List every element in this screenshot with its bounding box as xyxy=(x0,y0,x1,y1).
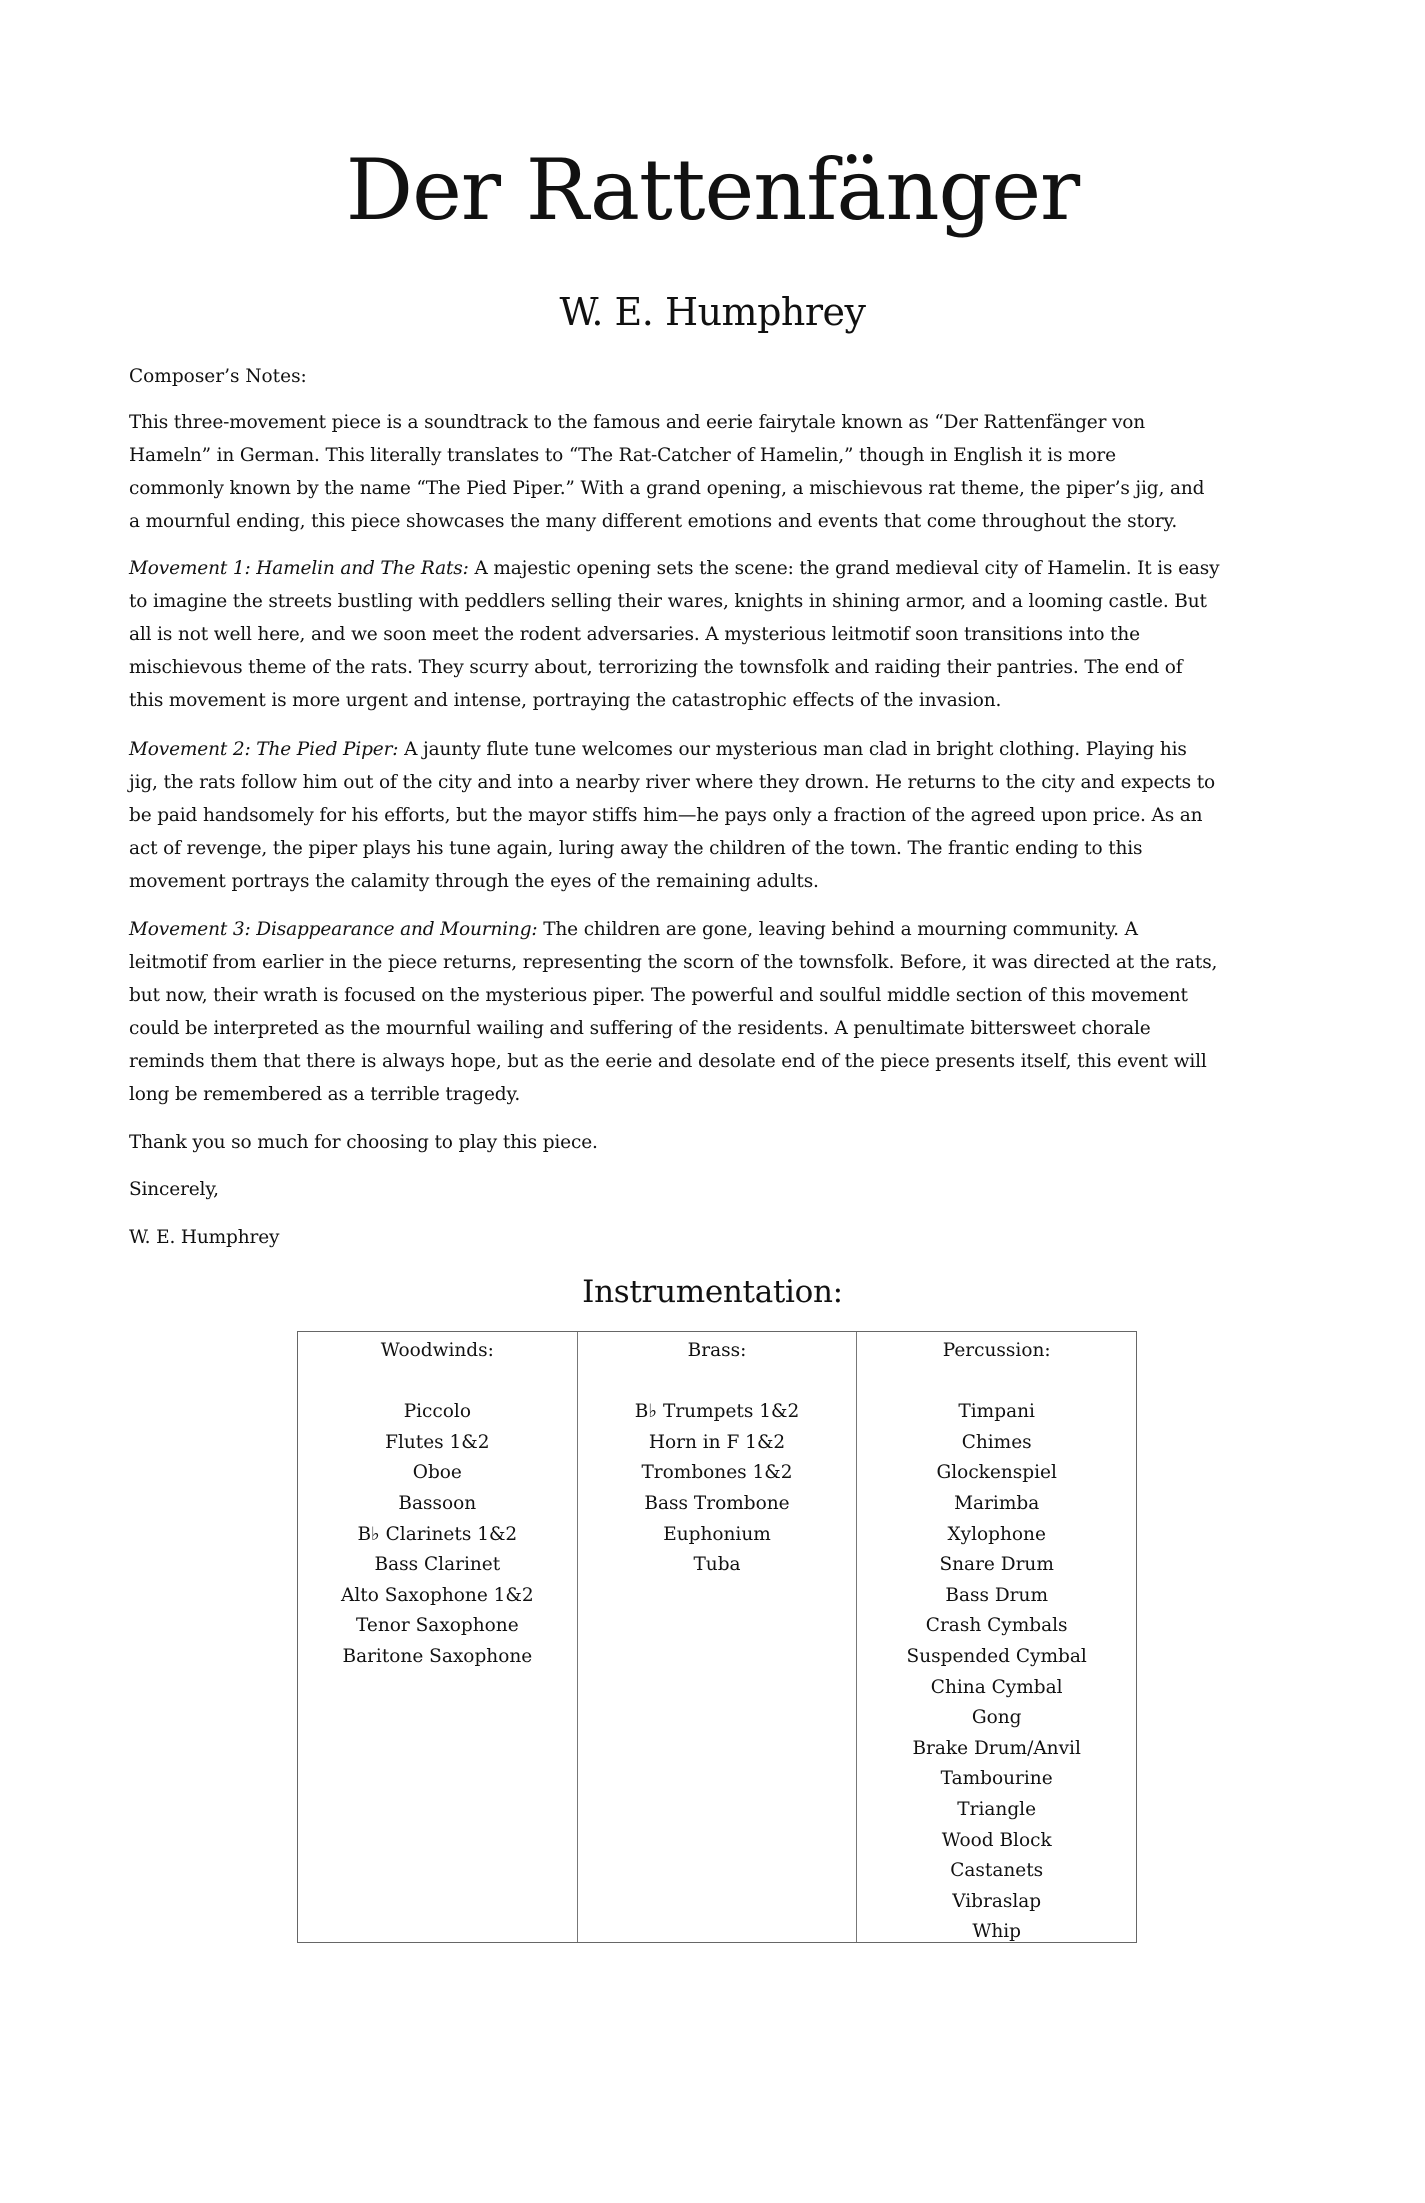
paragraph-line: but now, their wrath is focused on the mysterious piper. The powerful and soulful middle section of this movement xyxy=(129,985,1188,1006)
instrument-item: B♭ Trumpets 1&2 xyxy=(634,1401,800,1423)
instrument-item: Chimes xyxy=(961,1431,1032,1453)
instrument-item: Tuba xyxy=(693,1554,741,1576)
instrument-item: Bass Clarinet xyxy=(374,1554,501,1576)
paragraph-line: commonly known by the name “The Pied Piper.” With a grand opening, a mischievous rat theme, the piper’s jig, and xyxy=(129,478,1205,499)
intro-paragraph xyxy=(129,406,1319,538)
movement-3-paragraph xyxy=(129,913,1319,1111)
paragraph-text: A jaunty flute tune welcomes our mysterious man clad in bright clothing. Playing his xyxy=(398,739,1187,760)
page-title: Der Rattenfänger xyxy=(345,141,1080,239)
instrumentation-table xyxy=(297,1331,1137,1943)
instrument-item: Xylophone xyxy=(947,1523,1046,1545)
instrument-item: Gong xyxy=(971,1707,1022,1729)
column-header: Woodwinds: xyxy=(380,1340,494,1361)
instrument-item: Tambourine xyxy=(940,1768,1053,1790)
instrument-item: Crash Cymbals xyxy=(925,1615,1068,1637)
column-header: Brass: xyxy=(687,1340,747,1361)
paragraph-line: This three-movement piece is a soundtrack to the famous and eerie fairytale known as “Der Rattenfänger von xyxy=(129,412,1146,433)
paragraph-line: to imagine the streets bustling with peddlers selling their wares, knights in shining armor, and a looming castle. But xyxy=(129,591,1207,612)
instrument-item: Brake Drum/Anvil xyxy=(912,1737,1081,1759)
instrument-item: Horn in F 1&2 xyxy=(648,1431,786,1453)
paragraph-line: all is not well here, and we soon meet the rodent adversaries. A mysterious leitmotif soon transitions into the xyxy=(129,624,1140,645)
paragraph-line: be paid handsomely for his efforts, but the mayor stiffs him—he pays only a fraction of the agreed upon price. As an xyxy=(129,805,1203,826)
instrument-item: Castanets xyxy=(950,1860,1044,1882)
brass-column xyxy=(578,1332,858,1942)
instrument-item: Whip xyxy=(972,1921,1022,1943)
instrument-item: Marimba xyxy=(954,1492,1040,1514)
instrument-item: Wood Block xyxy=(941,1829,1052,1851)
paragraph-line xyxy=(129,913,1319,946)
signature-line: W. E. Humphrey xyxy=(129,1227,280,1248)
paragraph-line: mischievous theme of the rats. They scurry about, terrorizing the townsfolk and raiding their pantries. The end of xyxy=(129,657,1183,678)
instrument-item: Piccolo xyxy=(403,1401,471,1423)
paragraph-text: The children are gone, leaving behind a mourning community. A xyxy=(537,919,1138,940)
percussion-column xyxy=(857,1332,1136,1942)
instrument-item: Snare Drum xyxy=(939,1554,1054,1576)
column-header: Percussion: xyxy=(942,1340,1051,1361)
composers-notes-label: Composer’s Notes: xyxy=(129,366,307,387)
instrument-item: Glockenspiel xyxy=(936,1462,1057,1484)
instrument-item: Tenor Saxophone xyxy=(356,1615,519,1637)
paragraph-line: a mournful ending, this piece showcases the many different emotions and events that come throughout the story. xyxy=(129,511,1178,532)
instrument-item: Timpani xyxy=(958,1401,1035,1423)
movement-2-heading: Movement 2: The Pied Piper: xyxy=(129,739,399,760)
paragraph-line: reminds them that there is always hope, but as the eerie and desolate end of the piece presents itself, this event will xyxy=(129,1051,1207,1072)
instrumentation-heading: Instrumentation: xyxy=(582,1274,843,1310)
instrument-item: Flutes 1&2 xyxy=(385,1431,490,1453)
paragraph-line: movement portrays the calamity through the eyes of the remaining adults. xyxy=(129,871,819,892)
composer-name: W. E. Humphrey xyxy=(559,290,866,334)
paragraph-line: act of revenge, the piper plays his tune again, luring away the children of the town. The frantic ending to this xyxy=(129,838,1143,859)
instrument-item: Oboe xyxy=(412,1462,462,1484)
paragraph-line: leitmotif from earlier in the piece returns, representing the scorn of the townsfolk. Before, it was directed at the rats, xyxy=(129,952,1218,973)
instrument-item: Alto Saxophone 1&2 xyxy=(341,1584,534,1606)
instrument-item: Bass Trombone xyxy=(644,1492,790,1514)
movement-3-heading: Movement 3: Disappearance and Mourning: xyxy=(129,919,538,940)
paragraph-line xyxy=(129,733,1319,766)
movement-1-heading: Movement 1: Hamelin and The Rats: xyxy=(129,558,469,579)
instrument-item: Trombones 1&2 xyxy=(641,1462,793,1484)
paragraph-line: long be remembered as a terrible tragedy. xyxy=(129,1084,521,1105)
paragraph-line xyxy=(129,552,1319,585)
paragraph-line: jig, the rats follow him out of the city and into a nearby river where they drown. He returns to the city and expects to xyxy=(129,772,1215,793)
instrument-item: Vibraslap xyxy=(952,1890,1042,1912)
instrument-item: Suspended Cymbal xyxy=(906,1645,1087,1667)
instrument-item: Baritone Saxophone xyxy=(342,1645,533,1667)
instrument-item: China Cymbal xyxy=(930,1676,1063,1698)
instrument-item: Bassoon xyxy=(398,1492,477,1514)
instrument-item: B♭ Clarinets 1&2 xyxy=(357,1523,518,1545)
woodwinds-column xyxy=(298,1332,578,1942)
paragraph-text: A majestic opening sets the scene: the grand medieval city of Hamelin. It is easy xyxy=(468,558,1220,579)
closing-line: Sincerely, xyxy=(129,1179,219,1200)
movement-2-paragraph xyxy=(129,733,1319,898)
paragraph-line: could be interpreted as the mournful wailing and suffering of the residents. A penultimate bittersweet chorale xyxy=(129,1018,1151,1039)
movement-1-paragraph xyxy=(129,552,1319,717)
paragraph-line: this movement is more urgent and intense, portraying the catastrophic effects of the invasion. xyxy=(129,690,1002,711)
paragraph-line: Hameln” in German. This literally translates to “The Rat-Catcher of Hamelin,” though in English it is more xyxy=(129,445,1116,466)
thanks-line: Thank you so much for choosing to play this piece. xyxy=(129,1132,598,1153)
instrument-item: Bass Drum xyxy=(945,1584,1048,1606)
instrument-item: Triangle xyxy=(957,1798,1037,1820)
instrument-item: Euphonium xyxy=(663,1523,771,1545)
